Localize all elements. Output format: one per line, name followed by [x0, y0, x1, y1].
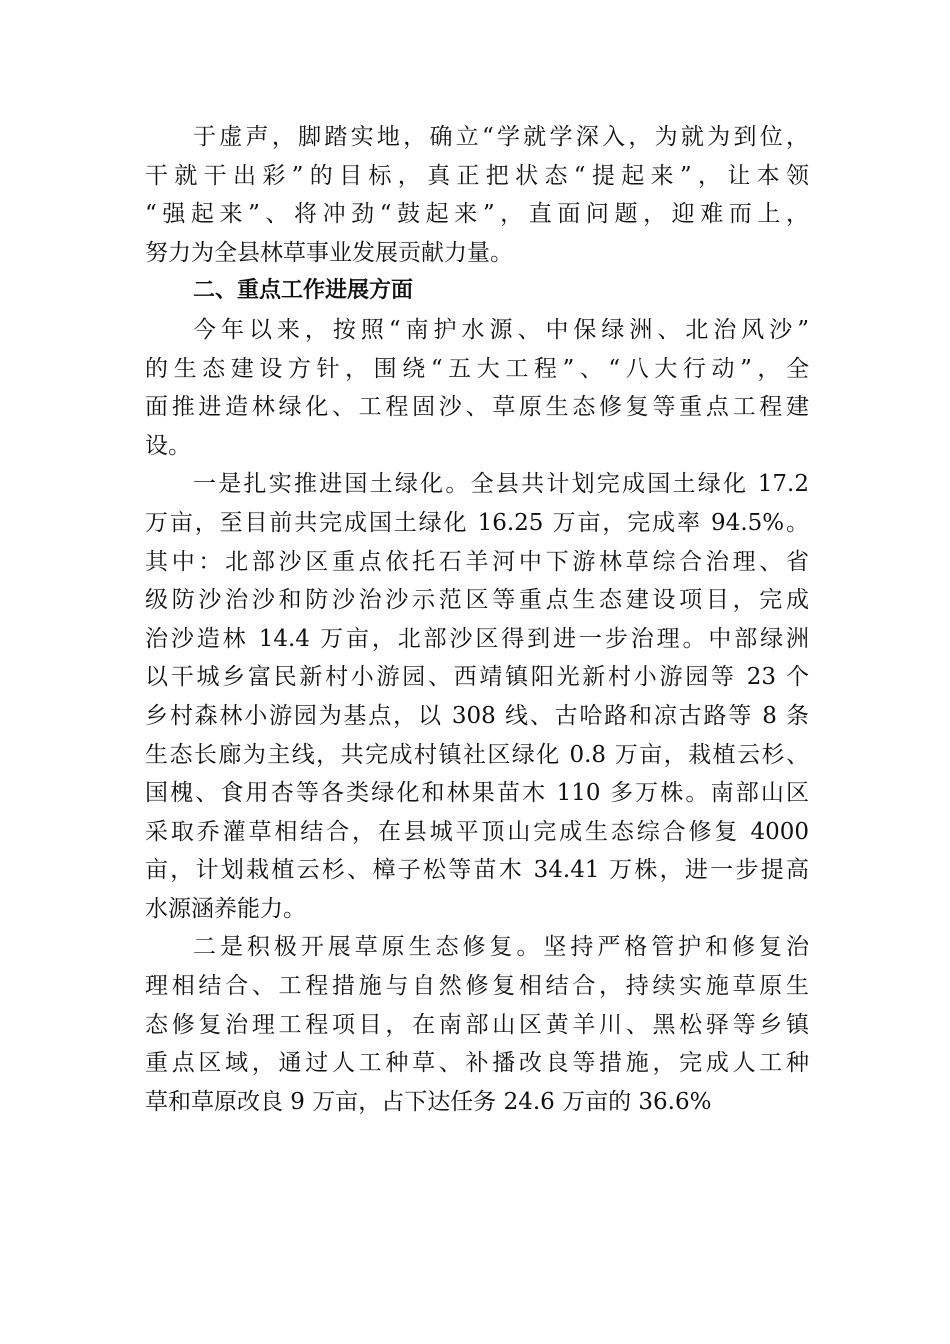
- text-line: 干就干出彩”的目标，真正把状态“提起来”，让本领: [145, 162, 809, 189]
- text-line: 的生态建设方针，围绕“五大工程”、“八大行动”，全: [145, 355, 809, 382]
- text-line: 理相结合、工程措施与自然修复相结合，持续实施草原生: [145, 973, 809, 1000]
- text-line: 以干城乡富民新村小游园、西靖镇阳光新村小游园等 23 个: [145, 664, 809, 691]
- text-line: 二是积极开展草原生态修复。坚持严格管护和修复治: [193, 934, 809, 961]
- text-line: 级防沙治沙和防沙治沙示范区等重点生态建设项目，完成: [145, 587, 809, 614]
- document-page: [145, 118, 809, 1121]
- text-line: 努力为全县林草事业发展贡献力量。: [145, 239, 513, 266]
- text-line: 乡村森林小游园为基点，以 308 线、古哈路和凉古路等 8 条: [145, 702, 809, 729]
- text-line: 万亩，至目前共完成国土绿化 16.25 万亩，完成率 94.5%。: [145, 509, 809, 536]
- text-line: 于虚声，脚踏实地，确立“学就学深入，为就为到位，: [193, 124, 809, 150]
- text-line: 重点区域，通过人工种草、补播改良等措施，完成人工种: [145, 1050, 809, 1077]
- text-line: 今年以来，按照“南护水源、中保绿洲、北治风沙”: [193, 316, 809, 343]
- text-line: 态修复治理工程项目，在南部山区黄羊川、黑松驿等乡镇: [145, 1011, 809, 1038]
- text-line: 采取乔灌草相结合，在县城平顶山完成生态综合修复 4000: [145, 818, 809, 845]
- text-line: 面推进造林绿化、工程固沙、草原生态修复等重点工程建: [145, 394, 809, 421]
- text-line: 亩，计划栽植云杉、樟子松等苗木 34.41 万株，进一步提高: [145, 857, 809, 884]
- text-line: 其中：北部沙区重点依托石羊河中下游林草综合治理、省: [145, 548, 809, 575]
- text-line: 国槐、食用杏等各类绿化和林果苗木 110 多万株。南部山区: [145, 780, 809, 807]
- text-line: 生态长廊为主线，共完成村镇社区绿化 0.8 万亩，栽植云杉、: [145, 741, 809, 768]
- section-heading: 二、重点工作进展方面: [193, 278, 414, 304]
- text-line: 设。: [145, 432, 191, 459]
- text-line: 一是扎实推进国土绿化。全县共计划完成国土绿化 17.2: [193, 471, 809, 498]
- text-line: 水源涵养能力。: [145, 895, 306, 922]
- text-line: 治沙造林 14.4 万亩，北部沙区得到进一步治理。中部绿洲: [145, 625, 809, 652]
- text-line: “强起来”、将冲劲“鼓起来”，直面问题，迎难而上，: [145, 201, 809, 228]
- text-line: 草和草原改良 9 万亩，占下达任务 24.6 万亩的 36.6%: [145, 1088, 712, 1115]
